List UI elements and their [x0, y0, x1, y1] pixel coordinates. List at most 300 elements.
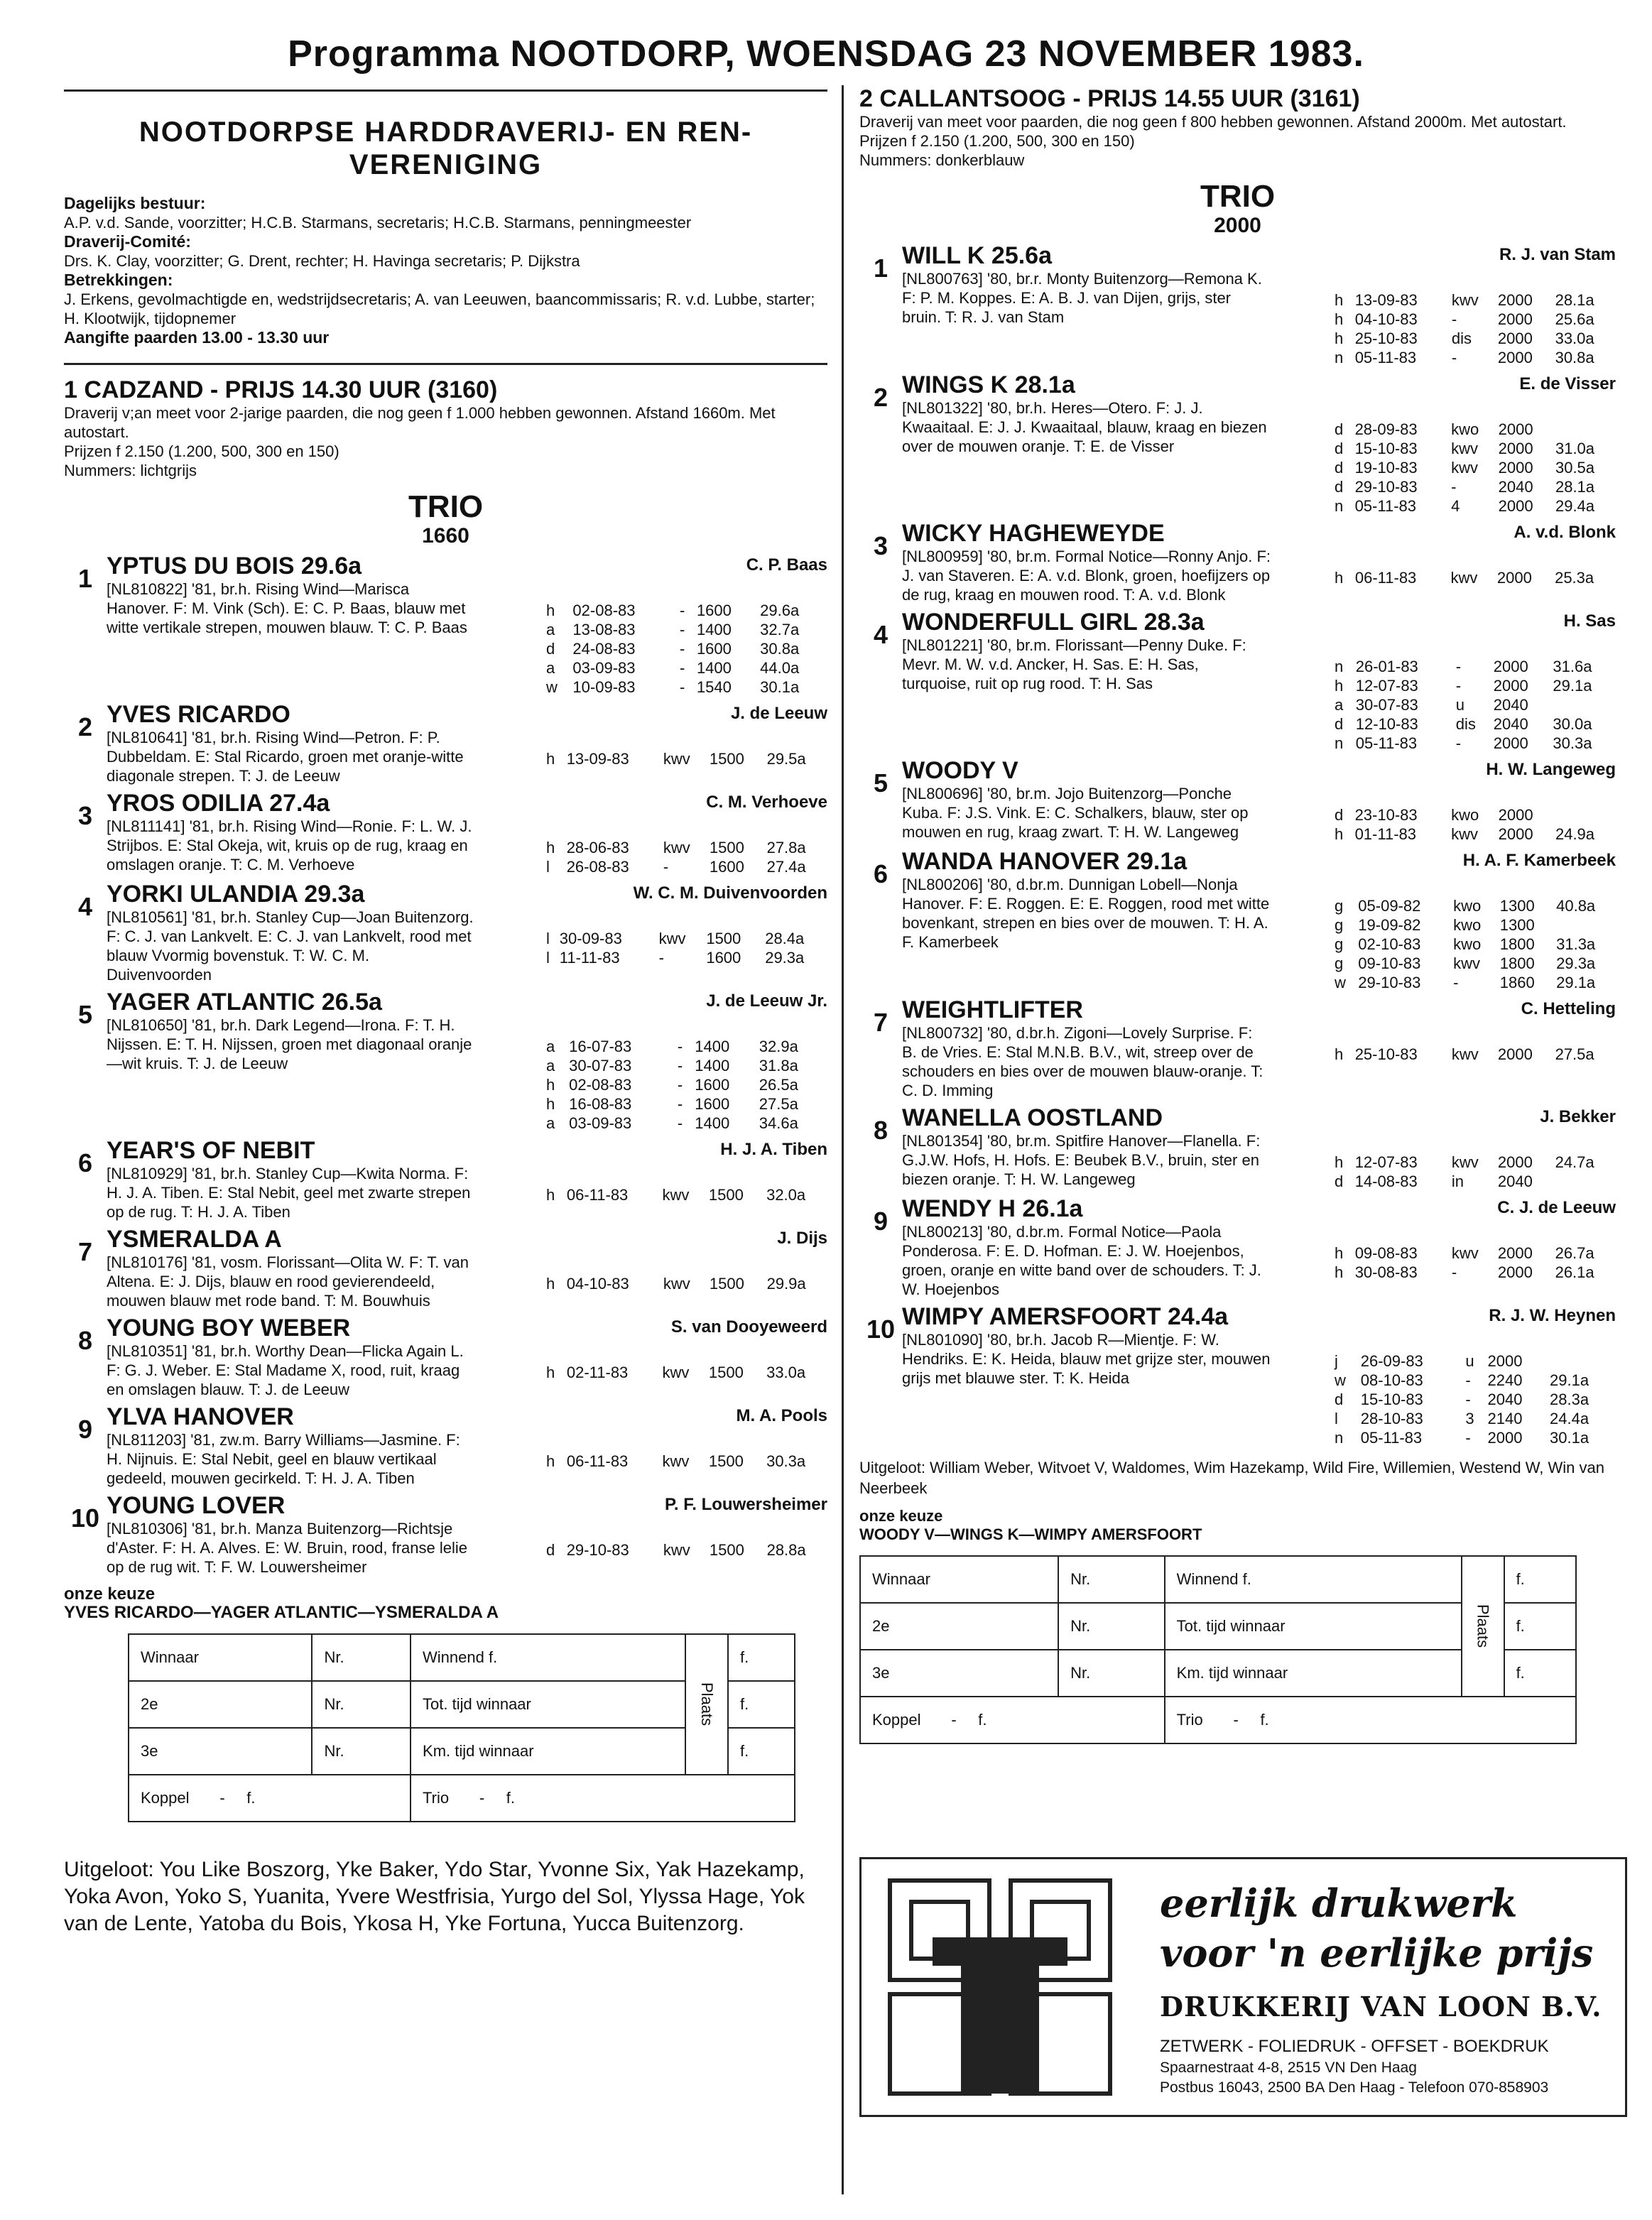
- result-cell: -: [1453, 974, 1459, 991]
- horse-entry: [859, 848, 1616, 992]
- result-cell: kwo: [1451, 420, 1479, 438]
- horse-results-wrap: [543, 1164, 827, 1221]
- bet-dash: -: [479, 1789, 485, 1807]
- result-cell: 1500: [709, 750, 744, 768]
- horse-results: [1332, 1045, 1616, 1064]
- result-cell: 1800: [1499, 954, 1535, 972]
- result-cell: kwv: [662, 1186, 690, 1204]
- horse-body: [107, 1403, 827, 1488]
- horse-entry: [64, 790, 827, 876]
- result-cell: dis: [1455, 715, 1476, 733]
- horse-description: [NL810641] '81, br.h. Rising Wind—Petron. F: P. Dubbeldam. E: Stal Ricardo, groen met oranje-witte diagonale strepen. T: J. de Leeuw: [107, 729, 464, 785]
- result-cell: 28-09-83: [1354, 420, 1418, 438]
- result-cell: -: [1465, 1371, 1471, 1389]
- horse-results-wrap: [543, 1016, 827, 1133]
- result-cell: 09-08-83: [1354, 1244, 1418, 1262]
- result-row: [543, 678, 827, 697]
- bet-trio: Trio: [1176, 1711, 1203, 1729]
- result-cell: g: [1335, 935, 1344, 953]
- result-cell: 06-11-83: [1354, 569, 1417, 587]
- result-cell: 31.8a: [759, 1057, 798, 1074]
- result-cell: 29-10-83: [1358, 974, 1421, 991]
- bet-nr: Nr.: [1058, 1556, 1165, 1603]
- horse-name: WIMPY AMERSFOORT 24.4a: [902, 1303, 1229, 1330]
- result-cell: kwv: [658, 930, 686, 947]
- horse-results-wrap: [1332, 547, 1616, 604]
- horse-driver: C. P. Baas: [746, 555, 827, 575]
- result-cell: -: [679, 640, 685, 658]
- result-cell: 2040: [1498, 478, 1533, 496]
- result-cell: 29.5a: [766, 750, 806, 768]
- horse-details: [107, 728, 827, 785]
- horse-details: [107, 580, 827, 697]
- result-cell: 27.4a: [766, 858, 806, 876]
- result-row: [543, 857, 827, 876]
- horse-name: WICKY HAGHEWEYDE: [902, 520, 1165, 547]
- horse-results: [1332, 896, 1616, 992]
- horse-number: 3: [77, 801, 93, 830]
- bet-f: f.: [978, 1711, 987, 1729]
- bet-nr: Nr.: [1058, 1603, 1165, 1650]
- horse-body: [902, 757, 1616, 844]
- bet-winnend: Winnend f.: [411, 1634, 685, 1681]
- bet-trio-cell: [1165, 1697, 1576, 1743]
- result-cell: -: [677, 1057, 683, 1074]
- horse-results: [1332, 290, 1616, 367]
- result-cell: 2000: [1493, 658, 1528, 675]
- bet-tweede: 2e: [860, 1603, 1058, 1650]
- horse-number: 1: [77, 564, 93, 593]
- result-cell: [1553, 420, 1616, 439]
- horse-name: YOUNG LOVER: [107, 1492, 286, 1519]
- result-row: [1332, 439, 1616, 458]
- result-cell: -: [1455, 658, 1462, 675]
- result-cell: [1553, 805, 1616, 825]
- horse-body: [107, 1137, 827, 1221]
- result-cell: -: [677, 1076, 683, 1094]
- result-row: [543, 948, 827, 967]
- result-row: [1332, 954, 1616, 973]
- horse-details: [902, 1131, 1616, 1191]
- result-cell: 30.8a: [760, 640, 800, 658]
- horse-details: [902, 784, 1616, 844]
- horse-number: 1: [873, 254, 889, 283]
- horse-description: [NL801322] '80, br.h. Heres—Otero. F: J. J. Kwaaitaal. E: J. J. Kwaaitaal, blauw, kraag en biezen over de mouwen oranje. T: E. de Visser: [902, 399, 1267, 455]
- horse-results-wrap: [543, 908, 827, 984]
- result-cell: 25-10-83: [1354, 1045, 1418, 1063]
- result-cell: 25.6a: [1555, 310, 1594, 328]
- result-cell: 09-10-83: [1358, 954, 1421, 972]
- result-cell: 32.0a: [766, 1186, 806, 1204]
- result-cell: [1553, 915, 1616, 935]
- result-cell: h: [546, 1452, 555, 1470]
- horse-description: [NL810176] '81, vosm. Florissant—Olita W. F: T. van Altena. E: J. Dijs, blauw en rood gevierendeeld, mouwen blauw met rode band. T: M. Bouwhuis: [107, 1253, 469, 1310]
- horse-description: [NL810306] '81, br.h. Manza Buitenzorg—Richtsje d'Aster. F: H. A. Alves. E: W. Bruin, rood, franse lelie op de rug wit. T: F. W. Louwersheimer: [107, 1520, 467, 1576]
- result-cell: 1400: [696, 621, 732, 638]
- horse-entry: [859, 1195, 1616, 1299]
- result-cell: dis: [1451, 330, 1472, 347]
- horse-body: [107, 1315, 827, 1399]
- horse-entry: [64, 1137, 827, 1221]
- result-cell: kwv: [662, 1364, 690, 1381]
- bet-f: f.: [1260, 1711, 1269, 1729]
- result-cell: 12-07-83: [1354, 1153, 1418, 1171]
- result-cell: h: [546, 602, 555, 619]
- result-cell: kwv: [1451, 291, 1479, 309]
- result-cell: 05-11-83: [1354, 497, 1416, 515]
- horse-description: [NL810351] '81, br.h. Worthy Dean—Flicka Again L. F: G. J. Weber. E: Stal Madame X, rood, ruit, kraag en omslagen blauw. T: J. de Leeuw: [107, 1342, 464, 1398]
- result-cell: 2240: [1487, 1371, 1523, 1389]
- result-cell: 05-09-82: [1358, 897, 1421, 915]
- horse-body: [107, 1226, 827, 1310]
- result-cell: -: [1465, 1391, 1471, 1408]
- horse-number: 2: [77, 712, 93, 741]
- horse-description: [NL801090] '80, br.h. Jacob R—Mientje. F: W. Hendriks. E: K. Heida, blauw met grijze ster, mouwen grijs met blauwe ster. T: K. Heida: [902, 1331, 1271, 1387]
- result-cell: 1500: [706, 930, 741, 947]
- horse-results: [1332, 1244, 1616, 1282]
- result-cell: h: [1335, 1263, 1344, 1281]
- horse-body: [107, 553, 827, 697]
- horse-name: WEIGHTLIFTER: [902, 996, 1083, 1023]
- horse-results-wrap: [1332, 1330, 1616, 1447]
- horse-results: [543, 838, 827, 876]
- result-cell: kwv: [662, 1452, 690, 1470]
- result-row: [543, 1185, 827, 1204]
- result-cell: h: [1335, 569, 1344, 587]
- result-cell: kwv: [1451, 1153, 1479, 1171]
- result-cell: g: [1335, 916, 1344, 934]
- result-cell: kwv: [663, 1541, 690, 1559]
- result-cell: 29-10-83: [1354, 478, 1418, 496]
- horse-body: [902, 996, 1616, 1100]
- horse-driver: E. de Visser: [1519, 374, 1616, 393]
- horse-number: 7: [873, 1008, 889, 1037]
- result-row: [1332, 973, 1616, 992]
- result-cell: 30.0a: [1553, 715, 1592, 733]
- result-cell: 32.9a: [759, 1038, 798, 1055]
- result-cell: kwv: [1450, 569, 1478, 587]
- result-row: [1332, 348, 1616, 367]
- result-cell: 2140: [1487, 1410, 1523, 1427]
- result-cell: 04-10-83: [1354, 310, 1418, 328]
- result-cell: 13-08-83: [572, 621, 636, 638]
- result-row: [543, 1114, 827, 1133]
- result-cell: a: [546, 659, 555, 677]
- result-cell: 15-10-83: [1360, 1391, 1423, 1408]
- result-cell: 2000: [1497, 1153, 1533, 1171]
- horse-number: 3: [873, 531, 889, 560]
- result-cell: -: [679, 621, 685, 638]
- result-cell: w: [1335, 1371, 1346, 1389]
- result-cell: 25-10-83: [1354, 330, 1418, 347]
- result-cell: l: [546, 858, 550, 876]
- result-cell: 2000: [1497, 349, 1533, 366]
- horse-driver: C. M. Verhoeve: [706, 793, 827, 812]
- result-row: [543, 620, 827, 639]
- horse-entry: [859, 1303, 1616, 1447]
- result-row: [543, 929, 827, 948]
- horse-results: [1332, 420, 1616, 516]
- result-cell: 1400: [696, 659, 732, 677]
- result-cell: 2000: [1497, 330, 1533, 347]
- result-cell: h: [546, 1095, 555, 1113]
- result-cell: 1500: [708, 1364, 744, 1381]
- result-cell: -: [1455, 677, 1462, 695]
- horse-details: [902, 398, 1616, 516]
- result-cell: 10-09-83: [572, 678, 636, 696]
- horse-name: WILL K 25.6a: [902, 242, 1052, 269]
- horse-driver: C. J. de Leeuw: [1497, 1198, 1616, 1217]
- horse-results-wrap: [1332, 1023, 1616, 1100]
- horse-number: 7: [77, 1237, 93, 1266]
- result-cell: h: [1335, 1153, 1344, 1171]
- horse-driver: J. Bekker: [1540, 1107, 1616, 1126]
- horse-results: [543, 929, 827, 967]
- bet-koppel-cell: [860, 1697, 1165, 1743]
- result-row: [1332, 1153, 1616, 1172]
- result-cell: 1300: [1499, 897, 1535, 915]
- result-cell: 01-11-83: [1354, 825, 1416, 843]
- bet-koppel: Koppel: [872, 1711, 921, 1729]
- result-cell: 26.1a: [1555, 1263, 1594, 1281]
- result-cell: n: [1335, 497, 1344, 515]
- horse-driver: S. van Dooyeweerd: [670, 1317, 827, 1337]
- ad-slogan-1: eerlijk drukwerk: [1160, 1881, 1518, 1926]
- result-row: [1332, 310, 1616, 329]
- horse-details: [902, 636, 1616, 753]
- result-cell: u: [1465, 1352, 1474, 1370]
- result-cell: 2000: [1487, 1429, 1523, 1447]
- result-cell: d: [1335, 459, 1344, 477]
- horse-results: [543, 749, 827, 768]
- horse-description: [NL800959] '80, br.m. Formal Notice—Ronny Anjo. F: J. van Staveren. E: A. v.d. Blonk, groen, hoefijzers op de rug, kraag en mouwen rood. T: A. v.d. Blonk: [902, 548, 1271, 604]
- bet-winnaar: Winnaar: [129, 1634, 312, 1681]
- result-cell: 19-09-82: [1358, 916, 1421, 934]
- race2-trio: TRIO: [1200, 179, 1276, 214]
- horse-driver: J. de Leeuw: [730, 704, 827, 723]
- race2-keuze: [859, 1507, 1616, 1544]
- horse-entry: [859, 757, 1616, 844]
- horse-results-wrap: [543, 728, 827, 785]
- result-cell: 31.0a: [1555, 440, 1595, 457]
- result-cell: n: [1335, 349, 1344, 366]
- result-row: [1332, 714, 1616, 734]
- result-cell: 03-09-83: [569, 1114, 632, 1132]
- result-cell: 29.3a: [1556, 954, 1596, 972]
- horse-number: 2: [873, 383, 889, 412]
- horse-name: YROS ODILIA 27.4a: [107, 790, 330, 817]
- horse-body: [902, 609, 1616, 753]
- result-cell: 40.8a: [1556, 897, 1596, 915]
- result-cell: -: [1451, 349, 1457, 366]
- ad-postbus: Postbus 16043, 2500 BA Den Haag - Telefoon 070-858903: [1160, 2079, 1549, 2096]
- result-cell: d: [546, 1541, 555, 1559]
- result-row: [543, 1056, 827, 1075]
- result-cell: w: [1335, 974, 1346, 991]
- result-cell: -: [658, 949, 664, 967]
- result-cell: 05-11-83: [1354, 349, 1417, 366]
- result-cell: 29.1a: [1550, 1371, 1589, 1389]
- horse-driver: H. A. F. Kamerbeek: [1462, 851, 1616, 870]
- result-cell: 30.3a: [1553, 734, 1592, 752]
- result-cell: h: [546, 839, 555, 856]
- result-cell: 27.8a: [766, 839, 806, 856]
- horse-name: WENDY H 26.1a: [902, 1195, 1083, 1222]
- ad-address: Spaarnestraat 4-8, 2515 VN Den Haag: [1160, 2060, 1417, 2076]
- result-cell: d: [1335, 440, 1344, 457]
- horse-results: [1332, 1351, 1616, 1447]
- result-cell: 31.3a: [1556, 935, 1596, 953]
- result-cell: 02-11-83: [566, 1364, 629, 1381]
- horse-results-wrap: [1332, 875, 1616, 992]
- horse-results: [543, 1185, 827, 1204]
- aangifte-text: Aangifte paarden 13.00 - 13.30 uur: [64, 328, 330, 347]
- divider: [64, 89, 827, 92]
- result-cell: 30-07-83: [569, 1057, 632, 1074]
- horse-results: [1332, 568, 1616, 587]
- betrekkingen-text: J. Erkens, gevolmachtigde en, wedstrijdsecretaris; A. van Leeuwen, baancommissaris; R. v.d. Lubbe, starter; H. Klootwijk, tijdopnemer: [64, 290, 815, 327]
- result-cell: 2040: [1487, 1391, 1523, 1408]
- horse-name: YORKI ULANDIA 29.3a: [107, 881, 365, 908]
- horse-number: 5: [77, 1000, 93, 1029]
- result-cell: 02-08-83: [569, 1076, 632, 1094]
- result-cell: 2000: [1496, 569, 1532, 587]
- result-cell: 31.6a: [1553, 658, 1592, 675]
- bet-winnend: Winnend f.: [1165, 1556, 1462, 1603]
- result-cell: 1500: [708, 1186, 744, 1204]
- horse-number: 4: [77, 892, 93, 921]
- result-row: [1332, 458, 1616, 477]
- horse-name: YVES RICARDO: [107, 701, 290, 728]
- result-row: [1332, 1409, 1616, 1428]
- horse-body: [902, 1303, 1616, 1447]
- result-cell: 44.0a: [760, 659, 800, 677]
- horse-body: [107, 701, 827, 785]
- horse-entry: [64, 1492, 827, 1577]
- result-cell: d: [1335, 478, 1344, 496]
- result-cell: -: [679, 602, 685, 619]
- result-cell: 2000: [1497, 310, 1533, 328]
- result-cell: 2000: [1497, 1045, 1533, 1063]
- betrekkingen-label: Betrekkingen:: [64, 271, 173, 289]
- keuze-text: WOODY V—WINGS K—WIMPY AMERSFOORT: [859, 1525, 1202, 1543]
- horse-entry: [859, 371, 1616, 516]
- result-row: [1332, 935, 1616, 954]
- horse-results: [1332, 805, 1616, 844]
- result-cell: 30.1a: [1550, 1429, 1589, 1447]
- horse-details: [902, 1023, 1616, 1100]
- horse-name: YSMERALDA A: [107, 1226, 282, 1253]
- result-cell: 1500: [709, 1541, 744, 1559]
- result-row: [543, 1094, 827, 1114]
- result-cell: w: [546, 678, 558, 696]
- result-cell: 14-08-83: [1354, 1172, 1418, 1190]
- horse-entry: [859, 520, 1616, 604]
- result-cell: h: [1335, 291, 1344, 309]
- horse-driver: C. Hetteling: [1521, 999, 1616, 1018]
- result-cell: 26.5a: [759, 1076, 798, 1094]
- horse-results-wrap: [1332, 269, 1616, 367]
- horse-results: [1332, 1153, 1616, 1191]
- result-cell: kwo: [1451, 806, 1479, 824]
- result-cell: 1800: [1499, 935, 1535, 953]
- result-cell: 24.9a: [1555, 825, 1595, 843]
- result-cell: kwo: [1453, 897, 1482, 915]
- race1-bet-form: [128, 1633, 795, 1822]
- result-cell: j: [1335, 1352, 1338, 1370]
- horse-description: [NL800763] '80, br.r. Monty Buitenzorg—Remona K. F: P. M. Koppes. E: A. B. J. van Dijen, grijs, ster bruin. T: R. J. van Stam: [902, 270, 1262, 326]
- result-cell: 29.1a: [1553, 677, 1592, 695]
- horse-details: [107, 1016, 827, 1133]
- result-cell: 25.3a: [1555, 569, 1594, 587]
- keuze-text: YVES RICARDO—YAGER ATLANTIC—YSMERALDA A: [64, 1603, 499, 1622]
- horse-driver: J. de Leeuw Jr.: [706, 991, 827, 1011]
- result-row: [1332, 1428, 1616, 1447]
- bet-f: f.: [246, 1789, 256, 1807]
- horse-results-wrap: [1332, 636, 1616, 753]
- race2-prizes: Prijzen f 2.150 (1.200, 500, 300 en 150): [859, 132, 1135, 150]
- result-cell: 1400: [695, 1114, 730, 1132]
- result-cell: 04-10-83: [566, 1275, 629, 1293]
- result-cell: 3: [1465, 1410, 1474, 1427]
- result-cell: 13-09-83: [566, 750, 629, 768]
- result-cell: g: [1335, 897, 1344, 915]
- bet-nr: Nr.: [312, 1634, 411, 1681]
- result-row: [543, 1274, 827, 1293]
- horse-driver: H. J. A. Tiben: [720, 1140, 827, 1159]
- result-cell: l: [546, 930, 550, 947]
- horse-description: [NL801354] '80, br.m. Spitfire Hanover—Flanella. F: G.J.W. Hofs, H. Hofs. E: Beubek B.V., bruin, ster en biezen oranje. T: H. W. Langeweg: [902, 1132, 1261, 1188]
- bet-trio-cell: [411, 1775, 795, 1822]
- horse-results-wrap: [543, 1519, 827, 1577]
- result-cell: 30.3a: [766, 1452, 806, 1470]
- bet-f: f.: [1504, 1556, 1576, 1603]
- bet-tot-tijd: Tot. tijd winnaar: [411, 1681, 685, 1728]
- result-cell: 30.1a: [760, 678, 800, 696]
- result-cell: 2000: [1498, 459, 1533, 477]
- result-cell: -: [677, 1038, 683, 1055]
- result-cell: 30-08-83: [1354, 1263, 1418, 1281]
- horse-results-wrap: [543, 1253, 827, 1310]
- horse-name: YOUNG BOY WEBER: [107, 1315, 351, 1342]
- horse-entry: [859, 609, 1616, 753]
- result-row: [543, 639, 827, 658]
- result-row: [543, 1540, 827, 1560]
- result-cell: 34.6a: [759, 1114, 798, 1132]
- result-cell: a: [546, 1038, 555, 1055]
- horse-number: 6: [77, 1148, 93, 1177]
- race2-uitgeloot: Uitgeloot: William Weber, Witvoet V, Waldomes, Wim Hazekamp, Wild Fire, Willemien, Westend W, Win van Neerbeek: [859, 1459, 1604, 1497]
- comite-text: Drs. K. Clay, voorzitter; G. Drent, rechter; H. Havinga secretaris; P. Dijkstra: [64, 252, 580, 270]
- bet-f: f.: [1504, 1603, 1576, 1650]
- horse-driver: M. A. Pools: [736, 1406, 827, 1425]
- result-cell: kwo: [1453, 935, 1482, 953]
- result-cell: 30-07-83: [1355, 696, 1418, 714]
- horse-entry: [64, 881, 827, 984]
- horse-number: 9: [873, 1207, 889, 1236]
- horse-details: [107, 1430, 827, 1488]
- result-cell: 2000: [1493, 677, 1528, 695]
- bestuur-label: Dagelijks bestuur:: [64, 194, 206, 212]
- result-row: [1332, 657, 1616, 676]
- result-cell: 2000: [1498, 806, 1533, 824]
- result-cell: 32.7a: [760, 621, 800, 638]
- horse-number: 10: [866, 1315, 896, 1344]
- horse-body: [902, 1104, 1616, 1191]
- horse-entry: [64, 989, 827, 1133]
- race1-conditions: Draverij v;an meet voor 2-jarige paarden, die nog geen f 1.000 hebben gewonnen. Afstand 1660m. Met autostart.: [64, 404, 776, 441]
- bet-km-tijd: Km. tijd winnaar: [411, 1728, 685, 1775]
